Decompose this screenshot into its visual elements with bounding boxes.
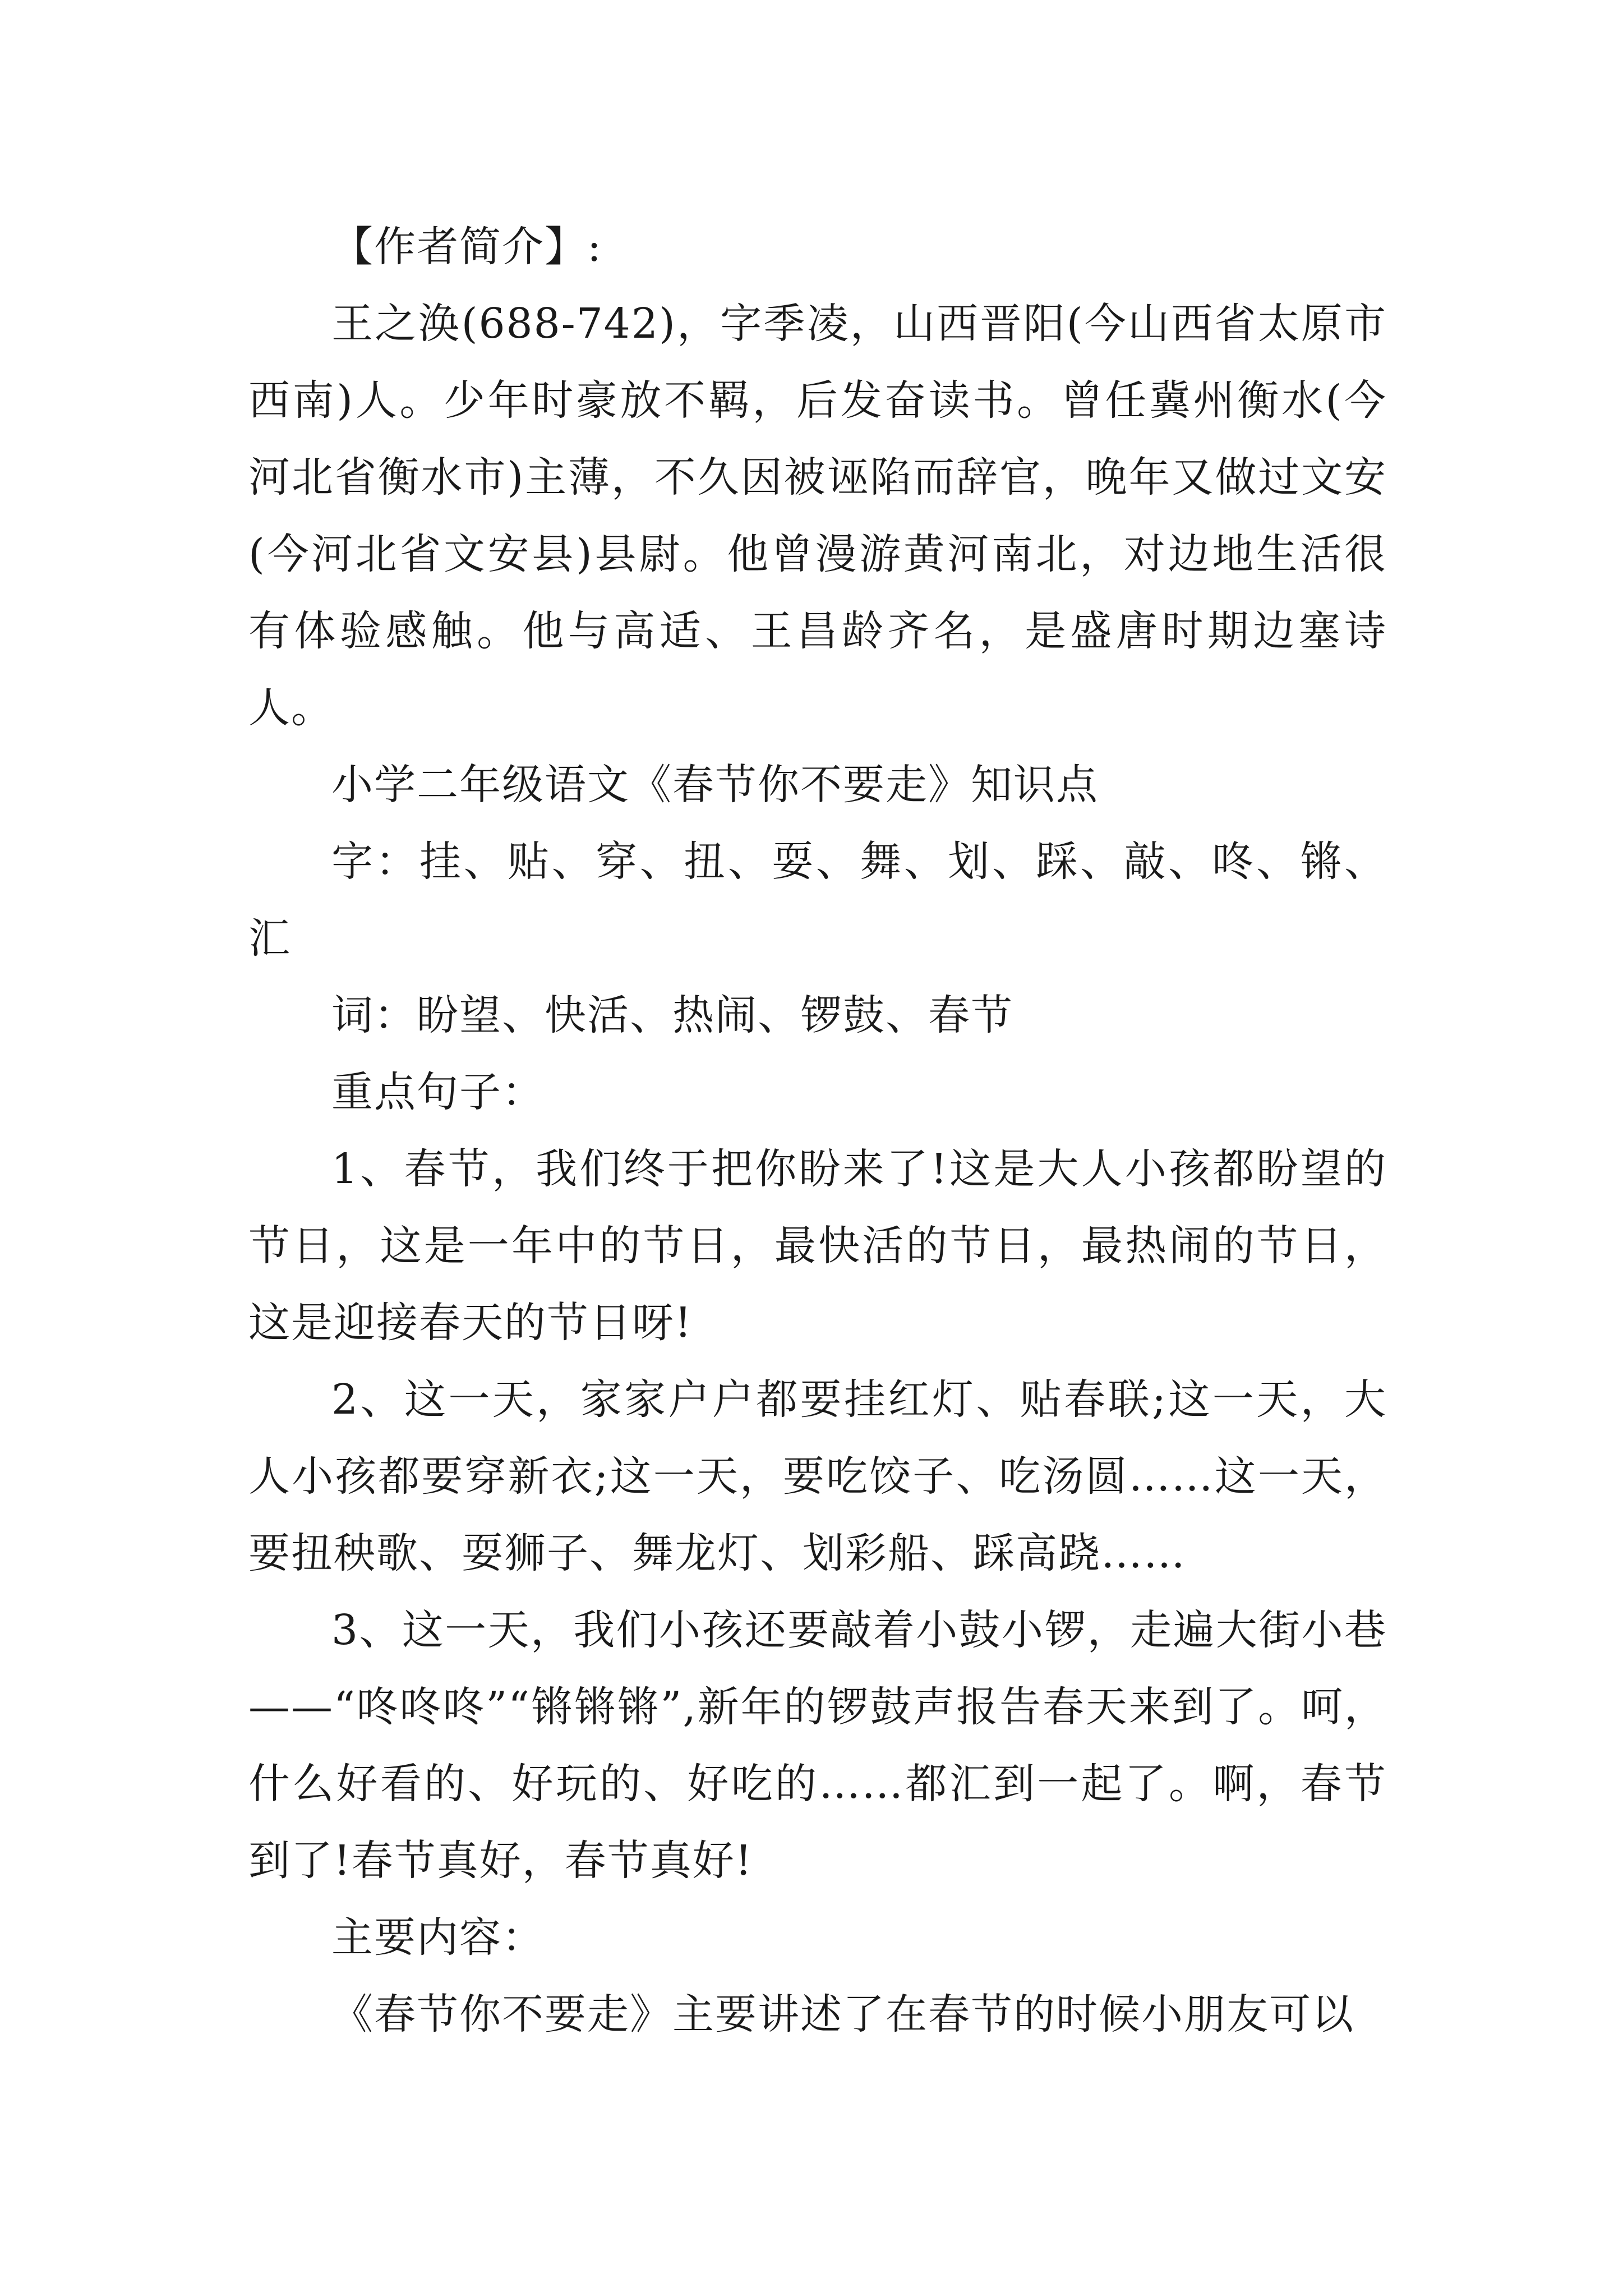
author-intro-heading: 【作者简介】: — [331, 223, 602, 271]
main-content-paragraph: 《春节你不要走》主要讲述了在春节的时候小朋友可以 — [331, 1990, 1354, 2039]
author-intro-paragraph: 王之涣(688-742)，字季凌，山西晋阳(今山西省太原市西南)人。少年时豪放不羁，后发奋读书。曾任冀州衡水(今河北省衡水市)主薄，不久因被诬陷而辞官，晚年又做过文安(今河北省文安县)县尉。他曾漫游黄河南北，对边地生活很有体验感触。他与高适、王昌龄齐名，是盛唐时期边塞诗人。 — [248, 300, 1387, 732]
key-sentence-2: 2、这一天，家家户户都要挂红灯、贴春联;这一天，大人小孩都要穿新衣;这一天，要吃饺子、吃汤圆……这一天，要扭秧歌、耍狮子、舞龙灯、划彩船、踩高跷…… — [248, 1375, 1387, 1577]
words-list: 词：盼望、快活、热闹、锣鼓、春节 — [331, 991, 1013, 1039]
document-body — [248, 209, 1387, 2053]
knowledge-points-title: 小学二年级语文《春节你不要走》知识点 — [331, 761, 1099, 809]
key-sentence-3: 3、这一天，我们小孩还要敲着小鼓小锣，走遍大街小巷——“咚咚咚”“锵锵锵”,新年的锣鼓声报告春天来到了。呵，什么好看的、好玩的、好吃的……都汇到一起了。啊，春节到了!春节真好，春节真好! — [248, 1606, 1387, 1885]
main-content-heading: 主要内容： — [331, 1913, 545, 1962]
key-sentences-heading: 重点句子： — [331, 1068, 545, 1116]
key-sentence-1: 1、春节，我们终于把你盼来了!这是大人小孩都盼望的节日，这是一年中的节日，最快活的节日，最热闹的节日，这是迎接春天的节日呀! — [248, 1145, 1387, 1347]
characters-list: 字：挂、贴、穿、扭、耍、舞、划、踩、敲、咚、锵、汇 — [248, 838, 1387, 963]
